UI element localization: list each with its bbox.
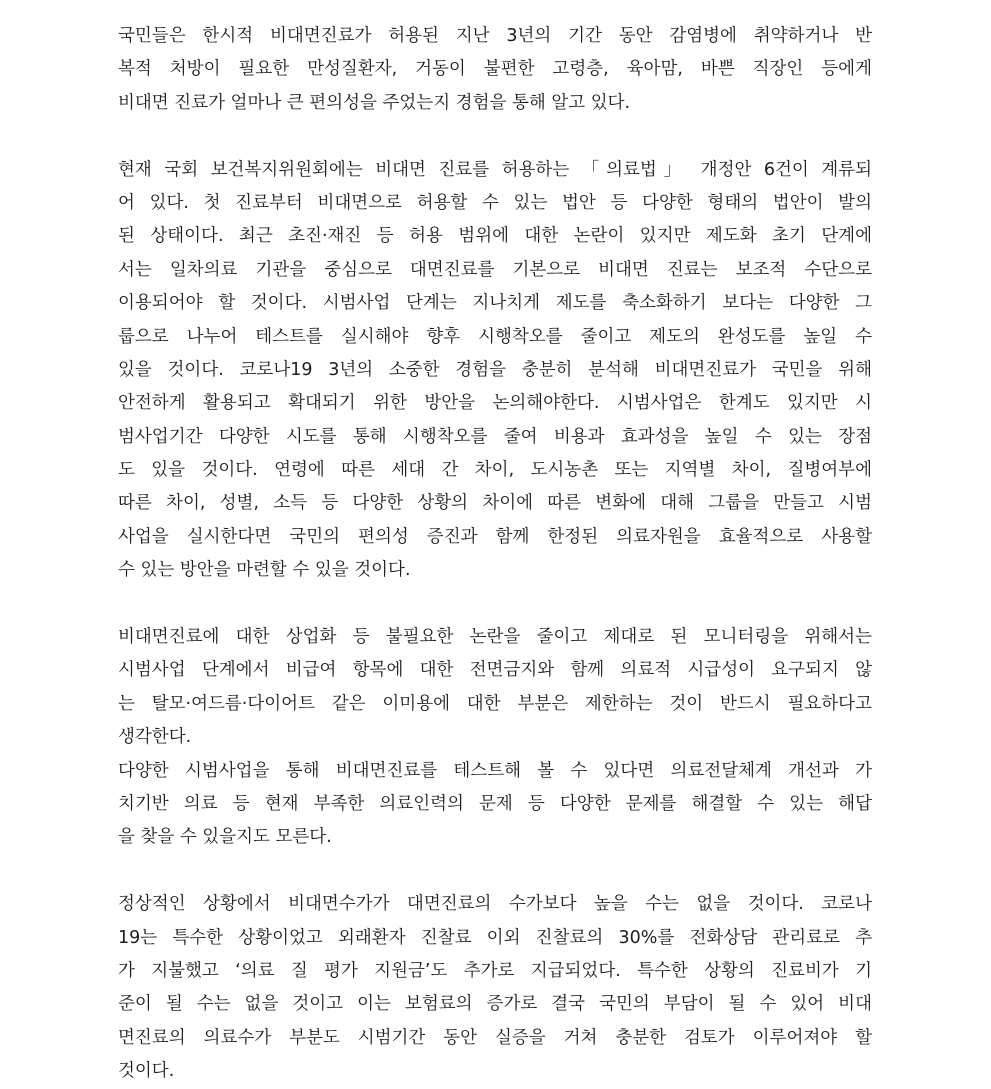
text-line: 안전하게 활용되고 확대되기 위한 방안을 논의해야한다. 시범사업은 한계도 있지만 시 [118,393,872,414]
text-line: 어 있다. 첫 진료부터 비대면으로 허용할 수 있는 법안 등 다양한 형태의 법안이 발의 [118,192,872,213]
text-line: 이용되어야 할 것이다. 시범사업 단계는 지나치게 제도를 축소화하기 보다는 다양한 그 [118,293,872,314]
text-line: 국민들은 한시적 비대면진료가 허용된 지난 3년의 기간 동안 감염병에 취약하거나 반 [118,26,872,46]
text-line: 치기반 의료 등 현재 부족한 의료인력의 문제 등 다양한 문제를 해결할 수 있는 해답 [118,793,872,814]
text-line: 비대면진료에 대한 상업화 등 불필요한 논란을 줄이고 제대로 된 모니터링을 위해서는 [118,627,872,648]
paragraph-1 [118,20,872,120]
text-line: 비대면 진료가 얼마나 큰 편의성을 주었는지 경험을 통해 알고 있다. [118,92,631,113]
paragraph-4 [118,755,872,855]
paragraph-gap [118,855,872,888]
paragraph-2 [118,154,872,588]
text-line: 따른 차이, 성별, 소득 등 다양한 상황의 차이에 따른 변화에 대해 그룹을 만들고 시범 [118,493,872,514]
text-line: 현재 국회 보건복지위원회에는 비대면 진료를 허용하는 「의료법」 개정안 6건이 계류되 [118,159,872,180]
paragraph-3 [118,621,872,755]
text-line: 수 있는 방안을 마련할 수 있을 것이다. [118,560,411,581]
text-line: 것이다. [118,1061,175,1082]
text-line: 복적 처방이 필요한 만성질환자, 거동이 불편한 고령층, 육아맘, 바쁜 직장인 등에게 [118,59,872,80]
text-line: 시범사업 단계에서 비급여 항목에 대한 전면금지와 함께 의료적 시급성이 요구되지 않 [118,660,872,681]
text-line: 가 지불했고 ‘의료 질 평가 지원금’도 추가로 지급되었다. 특수한 상황의 진료비가 기 [118,960,872,981]
text-line: 사업을 실시한다면 국민의 편의성 증진과 함께 한정된 의료자원을 효율적으로 사용할 [118,526,872,547]
text-line: 정상적인 상황에서 비대면수가가 대면진료의 수가보다 높을 수는 없을 것이다. 코로나 [118,894,872,915]
text-line: 면진료의 의료수가 부분도 시범기간 동안 실증을 거쳐 충분한 검토가 이루어져야 할 [118,1027,872,1048]
text-line: 서는 일차의료 기관을 중심으로 대면진료를 기본으로 비대면 진료는 보조적 수단으로 [118,259,872,280]
text-line: 있을 것이다. 코로나19 3년의 소중한 경험을 충분히 분석해 비대면진료가 국민을 위해 [118,359,872,380]
text-line: 범사업기간 다양한 시도를 통해 시행착오를 줄여 비용과 효과성을 높일 수 있는 장점 [118,426,872,447]
document-body [118,20,872,1089]
paragraph-gap [118,588,872,621]
text-line: 19는 특수한 상황이었고 외래환자 진찰료 이외 진찰료의 30%를 전화상담 관리료로 추 [118,927,872,948]
paragraph-5 [118,888,872,1088]
text-line: 도 있을 것이다. 연령에 따른 세대 간 차이, 도시농촌 또는 지역별 차이, 질병여부에 [118,460,872,481]
text-line: 다양한 시범사업을 통해 비대면진료를 테스트해 볼 수 있다면 의료전달체계 개선과 가 [118,760,872,781]
text-line: 는 탈모·여드름·다이어트 같은 이미용에 대한 부분은 제한하는 것이 반드시 필요하다고 [118,693,872,714]
paragraph-gap [118,120,872,153]
text-line: 룹으로 나누어 테스트를 실시해야 향후 시행착오를 줄이고 제도의 완성도를 높일 수 [118,326,872,347]
text-line: 을 찾을 수 있을지도 모른다. [118,827,332,848]
text-line: 된 상태이다. 최근 초진·재진 등 허용 범위에 대한 논란이 있지만 제도화 초기 단계에 [118,226,872,247]
text-line: 준이 될 수는 없을 것이고 이는 보험료의 증가로 결국 국민의 부담이 될 수 있어 비대 [118,994,872,1015]
text-line: 생각한다. [118,727,192,748]
